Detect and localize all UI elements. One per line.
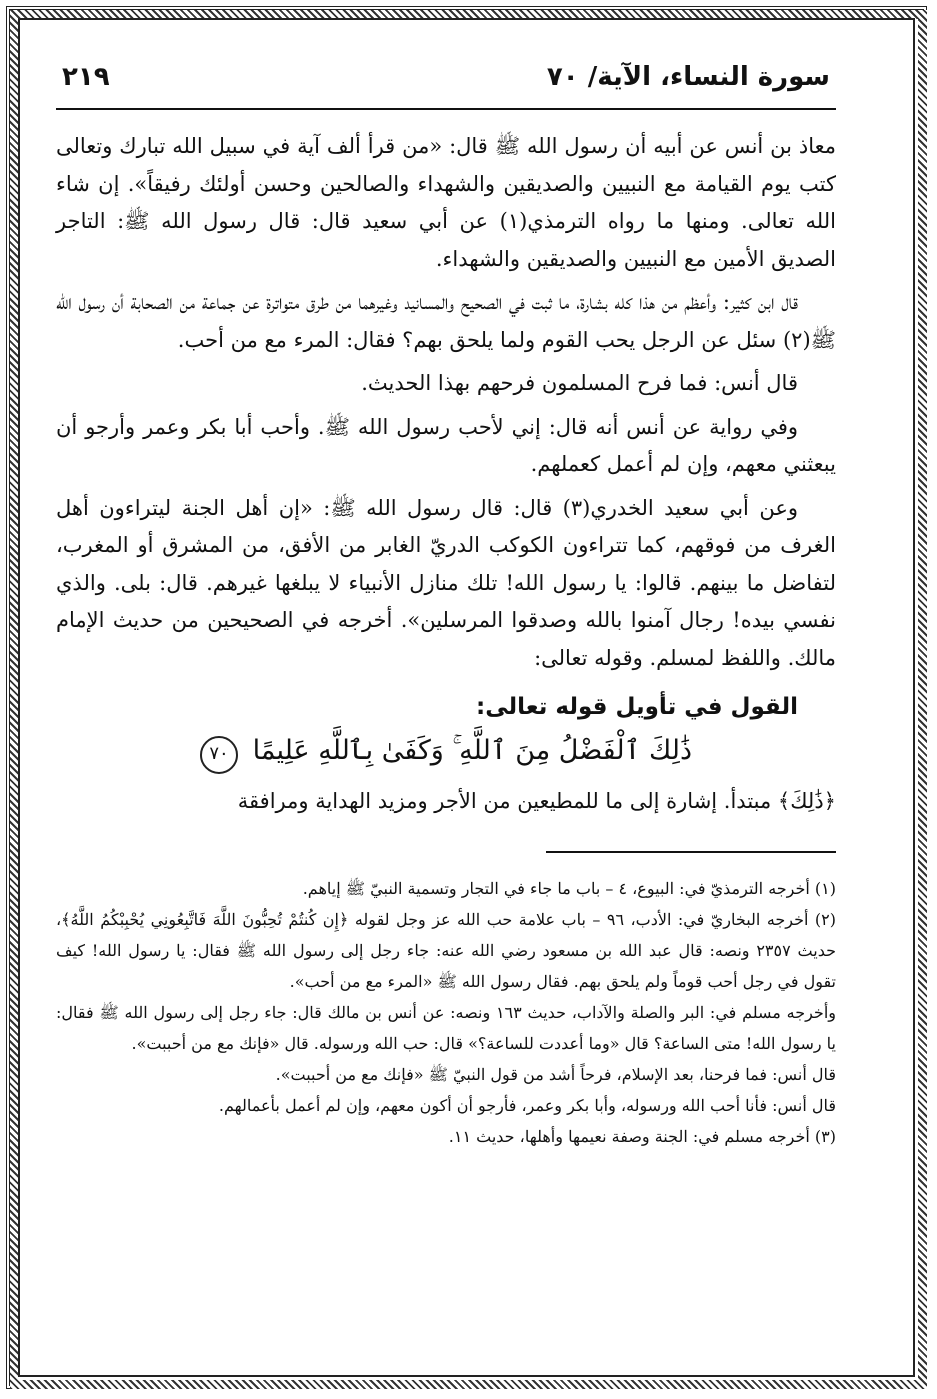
footnote-2: (٢) أخرجه البخاريّ في: الأدب، ٩٦ – باب علامة حب الله عز وجل لقوله ﴿إِن كُنتُمْ تُحِبُّونَ اللَّهَ فَاتَّبِعُونِي يُحْبِبْكُمُ اللَّهُ﴾، حديث ٢٣٥٧ ونصه: قال عبد الله بن مسعود رضي الله عنه: جاء رجل إلى رسول الله ﷺ فقال: يا رسول الله! كيف تقول في رجل أحب قوماً ولم يلحق بهم. فقال رسول الله ﷺ «المرء مع من أحب». <box>56 909 837 991</box>
footnote-3: (٣) أخرجه مسلم في: الجنة وصفة نعيمها وأهلها، حديث ١١. <box>448 1126 836 1146</box>
commentary-paragraph: ﴿ذَٰلِكَ﴾ مبتدأ. إشارة إلى ما للمطيعين من الأجر ومزيد الهداية ومرافقة <box>237 789 836 813</box>
page-number: ٢١٩ <box>62 62 110 92</box>
verse-text: ذَٰلِكَ ٱلْفَضْلُ مِنَ ٱللَّهِ ۚ وَكَفَىٰ بِٱللَّهِ عَلِيمًا <box>252 735 692 766</box>
paragraph-1: معاذ بن أنس عن أبيه أن رسول الله ﷺ قال: «من قرأ ألف آية في سبيل الله تبارك وتعالى كتب يوم القيامة مع النبيين والصديقين والشهداء والصالحين وحسن أولئك رفيقاً». إن شاء الله تعالى. ومنها ما رواه الترمذي(١) عن أبي سعيد قال: قال رسول الله ﷺ: التاجر الصديق الأمين مع النبيين والصديقين والشهداء. <box>56 134 836 271</box>
footnote-2-continued-c: قال أنس: فأنا أحب الله ورسوله، وأبا بكر وعمر، فأرجو أن أكون معهم، وإن لم أعمل بأعمالهم. <box>218 1095 836 1115</box>
footnotes <box>56 873 836 1152</box>
main-text <box>56 128 836 821</box>
paragraph-5: وعن أبي سعيد الخدري(٣) قال: قال رسول الله ﷺ: «إن أهل الجنة ليتراءون أهل الغرف من فوقهم، كما تتراءون الكوكب الدريّ الغابر من الأفق، من المشرق أو المغرب، لتفاضل ما بينهم. قالوا: يا رسول الله! تلك منازل الأنبياء لا يبلغها غيرهم. قال: بلى. والذي نفسي بيده! رجال آمنوا بالله وصدقوا المرسلين». أخرجه في الصحيحين من حديث الإمام مالك. واللفظ لمسلم. وقوله تعالى: <box>56 495 836 670</box>
running-header <box>56 62 836 110</box>
book-page <box>56 62 836 1342</box>
verse-number-marker: ٧٠ <box>200 736 238 774</box>
paragraph-4: وفي رواية عن أنس أنه قال: إني لأحب رسول الله ﷺ. وأحب أبا بكر وعمر وأرجو أن يبعثني معهم، وإن لم أعمل كعملهم. <box>56 414 836 476</box>
surah-reference: سورة النساء، الآية/ ٧٠ <box>546 62 830 92</box>
footnote-separator <box>546 851 836 853</box>
quran-verse <box>56 727 836 775</box>
paragraph-3: قال أنس: فما فرح المسلمون فرحهم بهذا الحديث. <box>361 371 798 395</box>
footnote-2-continued-b: قال أنس: فما فرحنا، بعد الإسلام، فرحاً أشد من قول النبيّ ﷺ «فإنك مع من أحببت». <box>275 1064 836 1084</box>
paragraph-2: قال ابن كثير: وأعظم من هذا كله بشارة، ما ثبت في الصحيح والمسانيد وغيرهما من طرق متواترة عن جماعة من الصحابة أن رسول الله ﷺ(٢) سئل عن الرجل يحب القوم ولما يلحق بهم؟ فقال: المرء مع من أحب. <box>56 290 836 352</box>
section-heading: القول في تأويل قوله تعالى: <box>476 694 798 720</box>
footnote-2-continued-a: وأخرجه مسلم في: البر والصلة والآداب، حديث ١٦٣ ونصه: عن أنس بن مالك قال: جاء رجل إلى رسول الله ﷺ فقال: يا رسول الله! متى الساعة؟ قال «وما أعددت للساعة؟» قال: حب الله ورسوله. قال «فإنك مع من أحببت». <box>56 1002 836 1053</box>
footnote-1: (١) أخرجه الترمذيّ في: البيوع، ٤ – باب ما جاء في التجار وتسمية النبيّ ﷺ إياهم. <box>302 878 836 898</box>
